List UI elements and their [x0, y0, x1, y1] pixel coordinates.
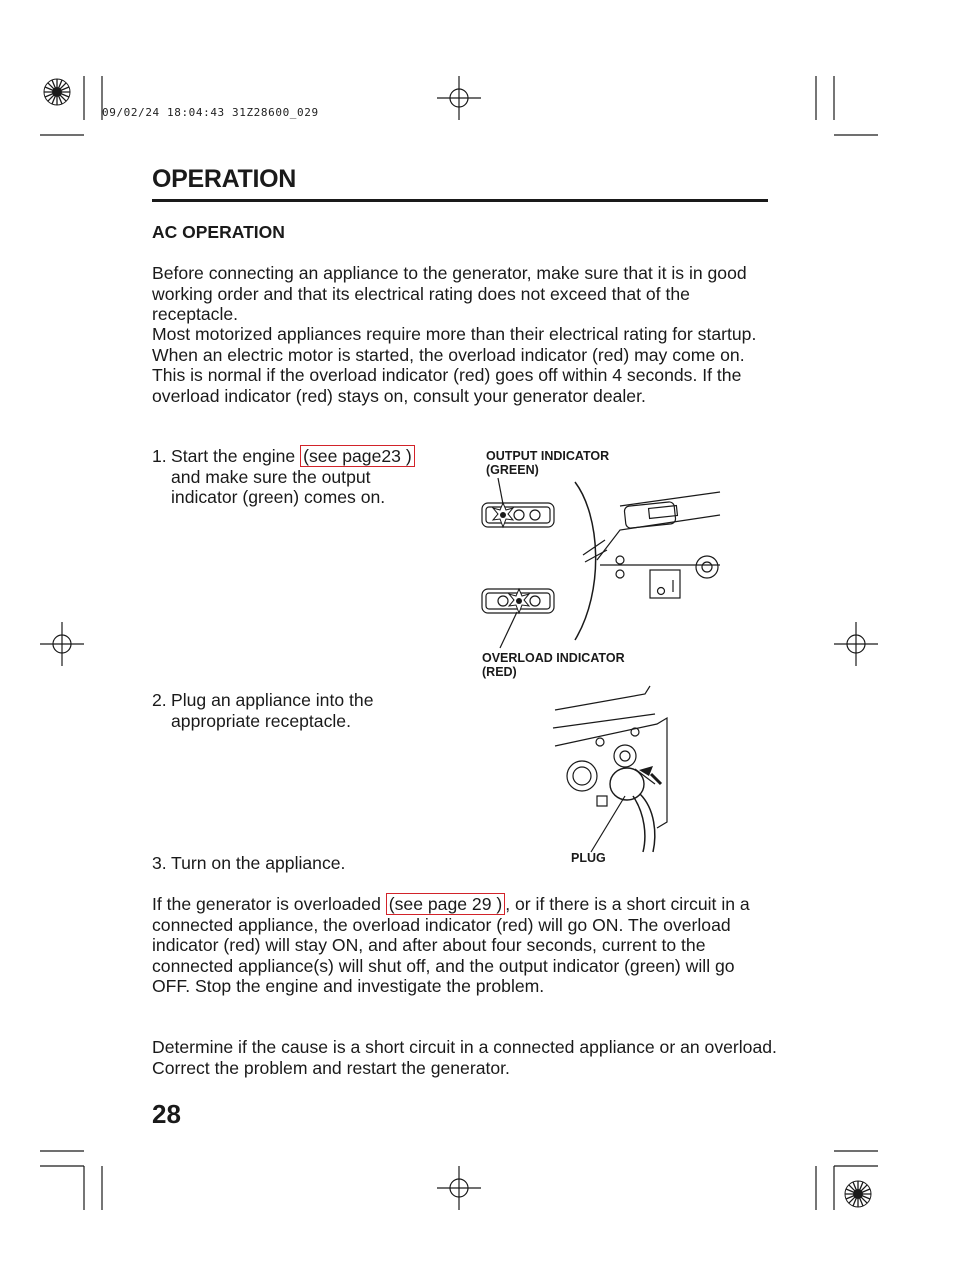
step-3 — [152, 853, 345, 874]
output-indicator-label: OUTPUT INDICATOR (GREEN) — [486, 449, 610, 477]
overload-indicator-label: OVERLOAD INDICATOR (RED) — [482, 651, 625, 679]
print-stamp: 09/02/24 18:04:43 31Z28600_029 — [102, 106, 319, 119]
step-text: indicator (green) comes on. — [171, 487, 386, 507]
plug-label: PLUG — [571, 851, 606, 865]
indicator-panel-figure — [475, 470, 730, 650]
step-number: 2. — [152, 690, 167, 710]
step-number: 3. — [152, 853, 167, 873]
page-link-29[interactable]: (see page 29 ) — [386, 893, 505, 915]
step-text: Plug an appliance into the — [171, 690, 374, 710]
plug-receptacle-figure — [545, 684, 675, 854]
subsection-title: AC OPERATION — [152, 222, 285, 242]
step-text: appropriate receptacle. — [171, 710, 351, 731]
section-title: OPERATION — [152, 165, 297, 193]
step-text: Start the engine — [171, 446, 301, 466]
step-2 — [152, 690, 373, 731]
intro-paragraph-1: Before connecting an appliance to the generator, make sure that it is in good working order and that its electrical rating does not exceed that of the receptacle. — [152, 263, 747, 324]
overload-paragraph: If the generator is overloaded (see page 29 ) , or if there is a short circuit in a connected appliance, the overload indicator (red) will go ON. The overload indicator (red) will stay ON, and after about four seconds, current to the connected appliance(s) will shut off, and the output indicator (green) will go OFF. Stop the engine and investigate the problem. — [152, 894, 750, 996]
page-number: 28 — [152, 1099, 181, 1129]
closing-paragraph: Determine if the cause is a short circuit in a connected appliance or an overload. Correct the problem and restart the generator. — [152, 1037, 777, 1078]
intro-paragraph-2: Most motorized appliances require more than their electrical rating for startup. When an electric motor is started, the overload indicator (red) may come on. This is normal if the overload indicator (red) goes off within 4 seconds. If the overload indicator (red) stays on, consult your generator dealer. — [152, 324, 757, 406]
step-number: 1. — [152, 446, 167, 466]
page-link-23[interactable]: (see page23 ) — [300, 445, 415, 467]
step-text: and make sure the output — [171, 466, 371, 487]
title-rule — [152, 199, 768, 202]
step-text: Turn on the appliance. — [171, 853, 346, 873]
step-1 — [152, 446, 415, 508]
